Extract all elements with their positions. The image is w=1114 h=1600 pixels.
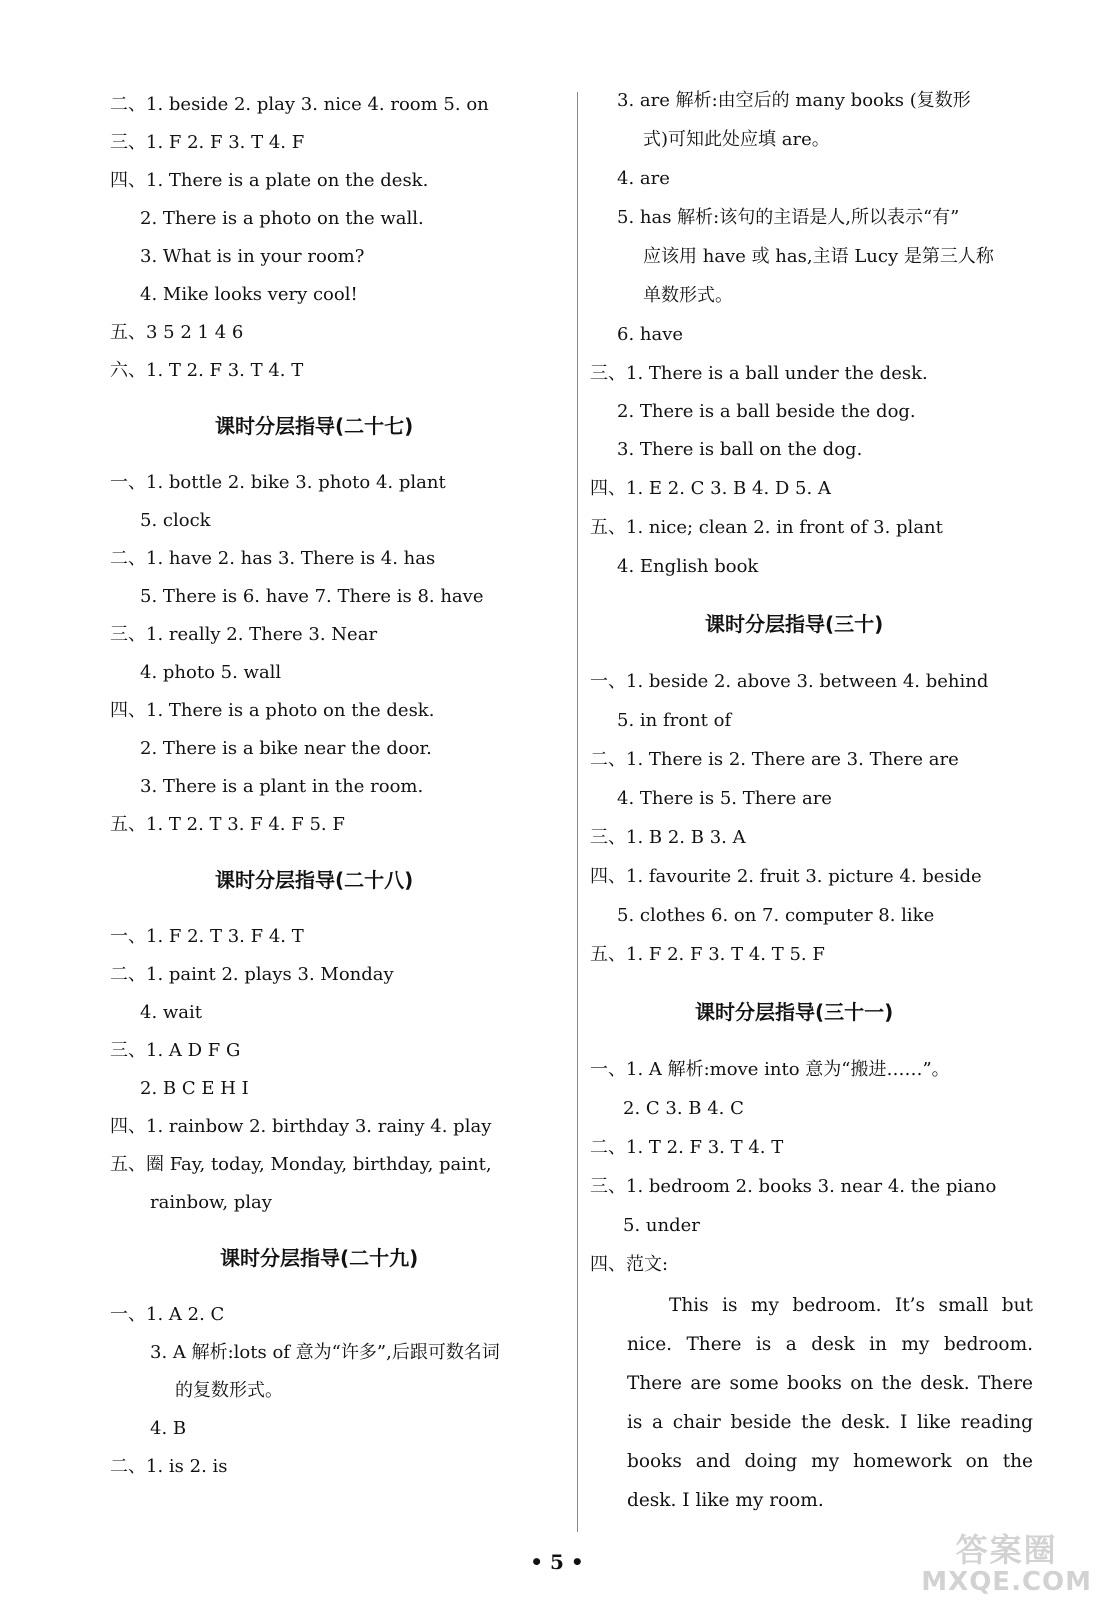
answer-line: 4. wait xyxy=(140,1002,203,1023)
answer-line: 五、圈 Fay, today, Monday, birthday, paint, xyxy=(110,1154,492,1175)
answer-line: 三、1. really 2. There 3. Near xyxy=(110,624,378,645)
answer-line: 3. There is ball on the dog. xyxy=(617,439,863,460)
answer-line: 5. in front of xyxy=(617,710,732,731)
answer-line: 五、1. F 2. F 3. T 4. T 5. F xyxy=(590,944,825,965)
answer-line: 四、1. favourite 2. fruit 3. picture 4. beside xyxy=(590,866,982,887)
answer-line: 二、1. beside 2. play 3. nice 4. room 5. on xyxy=(110,94,489,115)
answer-line: 2. B C E H I xyxy=(140,1078,249,1099)
answer-line: 四、1. There is a photo on the desk. xyxy=(110,700,435,721)
answer-line: 一、1. A 解析:move into 意为“搬进……”。 xyxy=(590,1059,950,1080)
model-essay: This is my bedroom. It’s small but nice. There is a desk in my bedroom. There are some books on the desk. There is a chair beside the desk. I like reading books and doing my homework on the desk. I like my room. xyxy=(627,1295,1033,1511)
answer-line: 5. clock xyxy=(140,510,211,531)
section-heading-29: 课时分层指导(二十九) xyxy=(220,1246,419,1270)
section-heading-28: 课时分层指导(二十八) xyxy=(215,868,414,892)
answer-line: rainbow, play xyxy=(150,1192,272,1213)
answer-line: 二、1. have 2. has 3. There is 4. has xyxy=(110,548,436,569)
answer-line: 一、1. bottle 2. bike 3. photo 4. plant xyxy=(110,472,446,493)
answer-line: 3. There is a plant in the room. xyxy=(140,776,424,797)
answer-line: 4. photo 5. wall xyxy=(140,662,282,683)
answer-line: 2. There is a bike near the door. xyxy=(140,738,432,759)
column-divider xyxy=(577,92,578,1532)
answer-line: 单数形式。 xyxy=(643,285,733,306)
answer-line: 2. C 3. B 4. C xyxy=(623,1098,744,1119)
answer-line: 2. There is a ball beside the dog. xyxy=(617,401,916,422)
page-number: • 5 • xyxy=(530,1550,584,1574)
answer-line: 四、1. rainbow 2. birthday 3. rainy 4. play xyxy=(110,1116,492,1137)
section-heading-27: 课时分层指导(二十七) xyxy=(215,414,414,438)
answer-line: 三、1. A D F G xyxy=(110,1040,241,1061)
answer-line: 5. under xyxy=(623,1215,700,1236)
answer-line: 3. What is in your room? xyxy=(140,246,365,267)
answer-line: 5. clothes 6. on 7. computer 8. like xyxy=(617,905,935,926)
answer-line: 三、1. F 2. F 3. T 4. F xyxy=(110,132,305,153)
section-heading-31: 课时分层指导(三十一) xyxy=(695,1000,894,1024)
answer-line: 二、1. There is 2. There are 3. There are xyxy=(590,749,959,770)
answer-line: 4. English book xyxy=(617,556,759,577)
answer-line: 5. has 解析:该句的主语是人,所以表示“有” xyxy=(617,207,960,228)
answer-line: 4. are xyxy=(617,168,670,189)
answer-line: 6. have xyxy=(617,324,684,345)
answer-line: 三、1. bedroom 2. books 3. near 4. the piano xyxy=(590,1176,997,1197)
answer-line: 四、1. E 2. C 3. B 4. D 5. A xyxy=(590,478,831,499)
answer-line: 5. There is 6. have 7. There is 8. have xyxy=(140,586,484,607)
answer-line: 五、3 5 2 1 4 6 xyxy=(110,322,244,343)
answer-line: 三、1. There is a ball under the desk. xyxy=(590,363,928,384)
answer-line: 四、范文: xyxy=(590,1254,669,1275)
answer-line: 应该用 have 或 has,主语 Lucy 是第三人称 xyxy=(643,246,994,267)
answer-line: 二、1. T 2. F 3. T 4. T xyxy=(590,1137,784,1158)
answer-line: 2. There is a photo on the wall. xyxy=(140,208,424,229)
answer-line: 3. are 解析:由空后的 many books (复数形 xyxy=(617,90,971,111)
answer-line: 一、1. A 2. C xyxy=(110,1304,225,1325)
answer-line: 式)可知此处应填 are。 xyxy=(643,129,830,150)
answer-line: 4. Mike looks very cool! xyxy=(140,284,358,305)
answer-line: 二、1. paint 2. plays 3. Monday xyxy=(110,964,394,985)
answer-line: 五、1. nice; clean 2. in front of 3. plant xyxy=(590,517,943,538)
answer-line: 一、1. beside 2. above 3. between 4. behind xyxy=(590,671,989,692)
answer-line: 一、1. F 2. T 3. F 4. T xyxy=(110,926,304,947)
answer-line: 三、1. B 2. B 3. A xyxy=(590,827,746,848)
answer-line: 二、1. is 2. is xyxy=(110,1456,228,1477)
section-heading-30: 课时分层指导(三十) xyxy=(705,612,884,636)
answer-line: 4. There is 5. There are xyxy=(617,788,832,809)
watermark-logo xyxy=(921,1532,1092,1596)
answer-line: 五、1. T 2. T 3. F 4. F 5. F xyxy=(110,814,345,835)
watermark-url: MXQE.COM xyxy=(921,1567,1092,1597)
answer-line: 的复数形式。 xyxy=(175,1380,283,1401)
answer-line: 四、1. There is a plate on the desk. xyxy=(110,170,429,191)
answer-line: 4. B xyxy=(150,1418,187,1439)
answer-line: 3. A 解析:lots of 意为“许多”,后跟可数名词 xyxy=(150,1342,500,1363)
watermark-text: 答案圈 xyxy=(955,1531,1058,1569)
answer-line: 六、1. T 2. F 3. T 4. T xyxy=(110,360,304,381)
